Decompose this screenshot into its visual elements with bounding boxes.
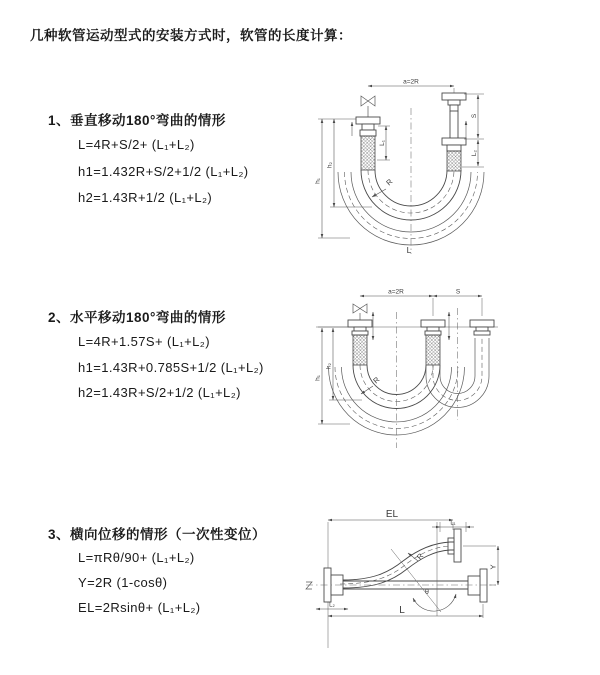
valve-icon <box>361 96 375 117</box>
dim-label-l1: L₁ <box>379 140 386 146</box>
dim-label-h1: h₁ <box>314 375 322 381</box>
formula-line: h2=1.43R+1/2 (L₁+L₂) <box>78 190 213 205</box>
dim-label-l2: L₂ <box>471 149 478 157</box>
hose-original-position <box>343 581 468 589</box>
section-2-heading: 2、水平移动180°弯曲的情形 <box>48 310 226 325</box>
dim-label-el: EL <box>385 509 399 520</box>
dim-label-l: L <box>406 245 412 255</box>
right-flange-lower <box>442 138 466 151</box>
braided-hose-section <box>353 335 367 365</box>
radius-leader <box>408 551 426 561</box>
diagram-vertical-180-bend <box>310 70 592 266</box>
dim-label-h1: h₁ <box>314 178 322 184</box>
dimension-s <box>464 94 484 139</box>
formula-line: L=4R+1.57S+ (L₁+L₂) <box>78 334 210 349</box>
braided-hose-section <box>426 335 440 365</box>
dim-label-a2r: a=2R <box>403 78 419 86</box>
dimension-h1 <box>315 327 351 424</box>
dimension-el <box>328 509 456 648</box>
diagram-horizontal-180-bend <box>310 282 596 454</box>
dimension-h1 <box>315 119 357 238</box>
middle-flange <box>421 320 445 335</box>
radius-leader <box>361 375 382 394</box>
dimension-a2r <box>360 289 433 297</box>
right-flange <box>470 320 494 335</box>
formula-line: h2=1.43R+S/2+1/2 (L₁+L₂) <box>78 385 241 400</box>
page-title: 几种软管运动型式的安装方式时，软管的长度计算： <box>30 28 352 43</box>
formula-line: L=πRθ/90+ (L₁+L₂) <box>78 550 195 565</box>
dimension-l1 <box>377 126 390 160</box>
braided-hose-section <box>447 151 461 171</box>
right-flange-upper <box>442 93 466 111</box>
formula-line: L=4R+S/2+ (L₁+L₂) <box>78 137 195 152</box>
upper-flange <box>448 529 461 562</box>
dimension-l <box>328 604 483 618</box>
dim-label-h2: h₂ <box>326 161 334 169</box>
dimension-l2 <box>316 603 348 610</box>
right-flange <box>468 569 487 602</box>
valve-icon <box>353 304 367 320</box>
left-flange <box>356 117 380 136</box>
left-flange <box>348 320 372 335</box>
diagram-lateral-displacement <box>298 498 600 652</box>
dim-label-a2r: a=2R <box>388 288 404 296</box>
dim-label-l1: L₁ <box>450 520 456 527</box>
dim-label-h2: h₂ <box>325 362 333 370</box>
dim-label-l2: L₂ <box>329 602 335 609</box>
section-1-heading: 1、垂直移动180°弯曲的情形 <box>48 113 226 128</box>
dim-label-r: R <box>414 551 426 562</box>
formula-line: EL=2Rsinθ+ (L₁+L₂) <box>78 600 201 615</box>
dim-label-l: L <box>399 605 405 616</box>
dim-label-r: R <box>384 176 395 188</box>
dim-label-s: S <box>471 113 478 119</box>
dimension-l1 <box>432 521 474 533</box>
formula-line: Y=2R (1-cosθ) <box>78 575 168 590</box>
dim-label-r: R <box>371 374 382 386</box>
dim-label-theta: θ <box>425 589 429 596</box>
formula-line: h1=1.432R+S/2+1/2 (L₁+L₂) <box>78 164 249 179</box>
section-3-heading: 3、横向位移的情形（一次性变位） <box>48 527 267 542</box>
pipe-break-mark <box>306 582 312 589</box>
braided-hose-section <box>361 136 375 170</box>
dim-label-y: Y <box>488 564 498 570</box>
formula-line: h1=1.43R+0.785S+1/2 (L₁+L₂) <box>78 360 264 375</box>
angle-theta <box>391 522 456 616</box>
dim-label-s: S <box>455 288 461 296</box>
dimension-a2r <box>368 79 454 94</box>
